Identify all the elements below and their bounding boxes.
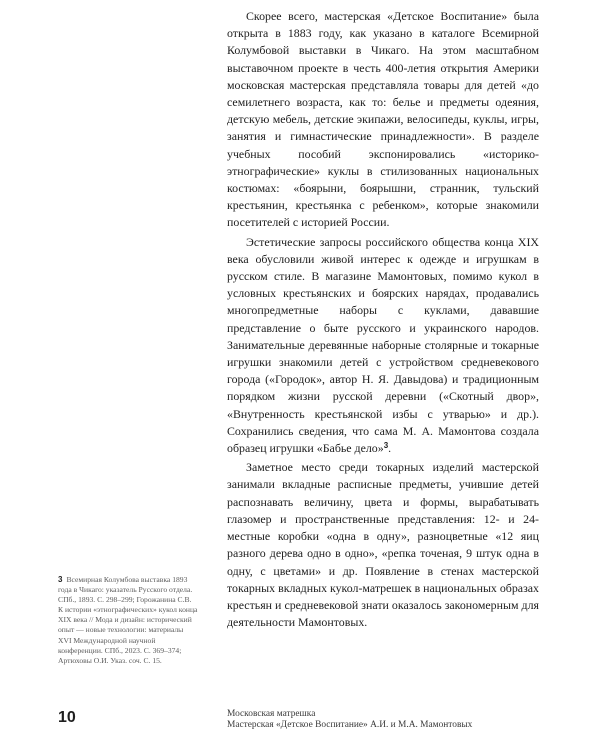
footnote-text: Всемирная Колумбова выставка 1893 года в Чикаго: указатель Русского отдела. СПб., 1893. С. 298–299; Горожанина С.В. К истории «этнографических» кукол конца XIX века // Мода и дизайн: исторический опыт — новые технологии: материалы XVI Международной научной конференции. СПб., 2023. С. 369–374; Артюховы О.И. Указ. соч. С. 15. [58,575,198,665]
footnote-reference[interactable]: 3 [383,441,389,451]
running-footer-title: Московская матрешка [227,709,316,719]
paragraph-1: Скорее всего, мастерская «Детское Воспитание» была открыта в 1883 году, как указано в каталоге Всемирной Колумбовой выставки в Чикаго. На этом масштабном выставочном проекте в честь 400-летия открытия Америки московская мастерская представляла товары для детей «до семилетнего возраста, как то: белье и предметы одеяния, детскую мебель, детские экипажи, велосипеды, куклы, игры, занятия и гимнастические принадлежности». В разделе учебных пособий экспонировались «историко-этнографические» куклы в стилизованных национальных костюмах: «боярыни, боярышни, странник, тульский крестьянин, крестьянка с ребенком», которые знакомили посетителей с историей России. [227,9,539,230]
main-text [227,8,539,631]
paragraph-3: Заметное место среди токарных изделий мастерской занимали вкладные расписные предметы, учившие детей распознавать величину, цвета и формы, вырабатывать глазомер и пространственные представления: 12- и 24-местные коробки «одна в одну», разноцветные «12 яиц разного дерева одно в одно», «репка точеная, 9 штук одна в одну, с цветами» и др. Появление в стенах мастерской токарных вкладных кукол-матрешек в национальных образах крестьян и средневековой знати оказалось закономерным для деятельности Мамонтовых. [227,460,539,630]
footnote [58,575,198,666]
paragraph-2-text: Эстетические запросы российского общества конца XIX века обусловили живой интерес к одежде и игрушкам в русском стиле. В магазине Мамонтовых, помимо кукол в условных крестьянских и боярских нарядах, продавались многопредметные наборы с куклами, дававшие представление о быте русского и украинского народов. Занимательные деревянные наборные столярные и токарные игрушки знакомили детей с устройством средневекового города («Городок», автор Н. Я. Давыдова) и традиционным порядком жизни русской деревни («Скотный двор», «Внутренность крестьянской избы с утварью» и др.). Сохранились сведения, что сама М. А. Мамонтова создала образец игрушки «Бабье дело» [227,234,539,456]
paragraph-2 [227,234,539,458]
footnote-number: 3 [58,575,63,584]
running-footer [227,709,557,731]
page-number: 10 [58,709,76,726]
paragraph-2-end: . [388,441,392,456]
running-footer-subtitle: Мастерская «Детское Воспитание» А.И. и М.А. Мамонтовых [227,720,473,730]
